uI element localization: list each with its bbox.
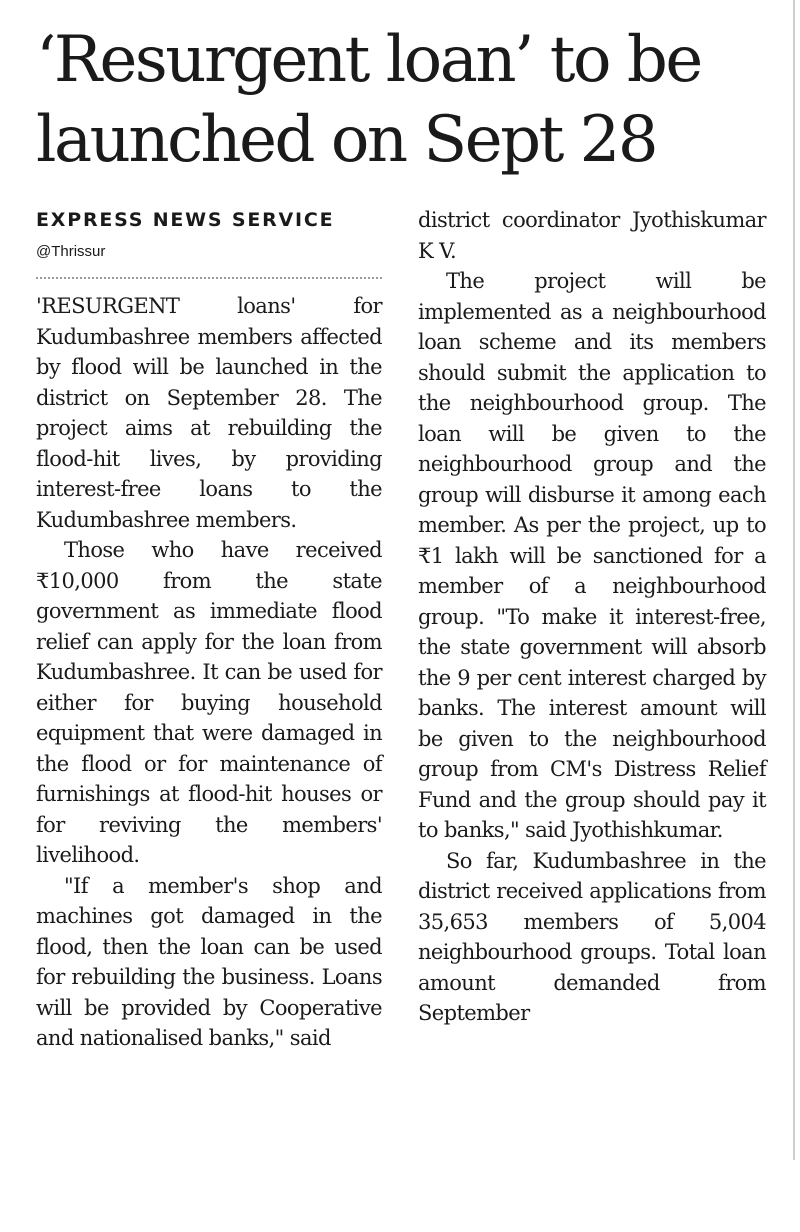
headline: ‘Resurgent loan’ to be launched on Sept 28 <box>36 23 701 177</box>
paragraph-1: 'RESURGENT loans' for Kudumbashree members affected by flood will be launched in the district on September 28. The project aims at rebuilding the flood-hit lives, by providing interest-free loans to the Kudumbashree members. <box>36 294 382 532</box>
paragraph-3: "If a member's shop and machines got damaged in the flood, then the loan can be used for rebuilding the business. Loans will be provided by Cooperative and nationalised banks," said <box>36 873 382 1050</box>
paragraph-3-continued: district coordinator Jyothiskumar K V. <box>418 208 766 263</box>
paragraph-2: Those who have received ₹10,000 from the state government as immediate flood relief can apply for the loan from Kudumbashree. It can be used for either for buying household equipment that were damaged in the flood or for maintenance of furnishings at flood-hit houses or for reviving the members' livelihood. <box>36 538 382 867</box>
paragraph-4: The project will be implemented as a neighbourhood loan scheme and its members should submit the application to the neighbourhood group. The loan will be given to the neighbourhood group and the group will disburse it among each member. As per the project, up to ₹1 lakh will be sanctioned for a member of a neighbourhood group. "To make it interest-free, the state government will absorb the 9 per cent interest charged by banks. The interest amount will be given to the neighbourhood group from CM's Distress Relief Fund and the group should pay it to banks," said Jyothishkumar. <box>418 269 766 842</box>
byline-agency: EXPRESS NEWS SERVICE <box>36 209 335 231</box>
byline-divider <box>36 277 382 279</box>
byline-location: @Thrissur <box>36 243 106 260</box>
left-column <box>36 205 382 1054</box>
byline <box>36 205 382 267</box>
paragraph-5: So far, Kudumbashree in the district received applications from 35,653 members of 5,004 neighbourhood groups. Total loan amount demanded from September <box>418 848 766 1025</box>
right-column <box>418 205 766 1029</box>
